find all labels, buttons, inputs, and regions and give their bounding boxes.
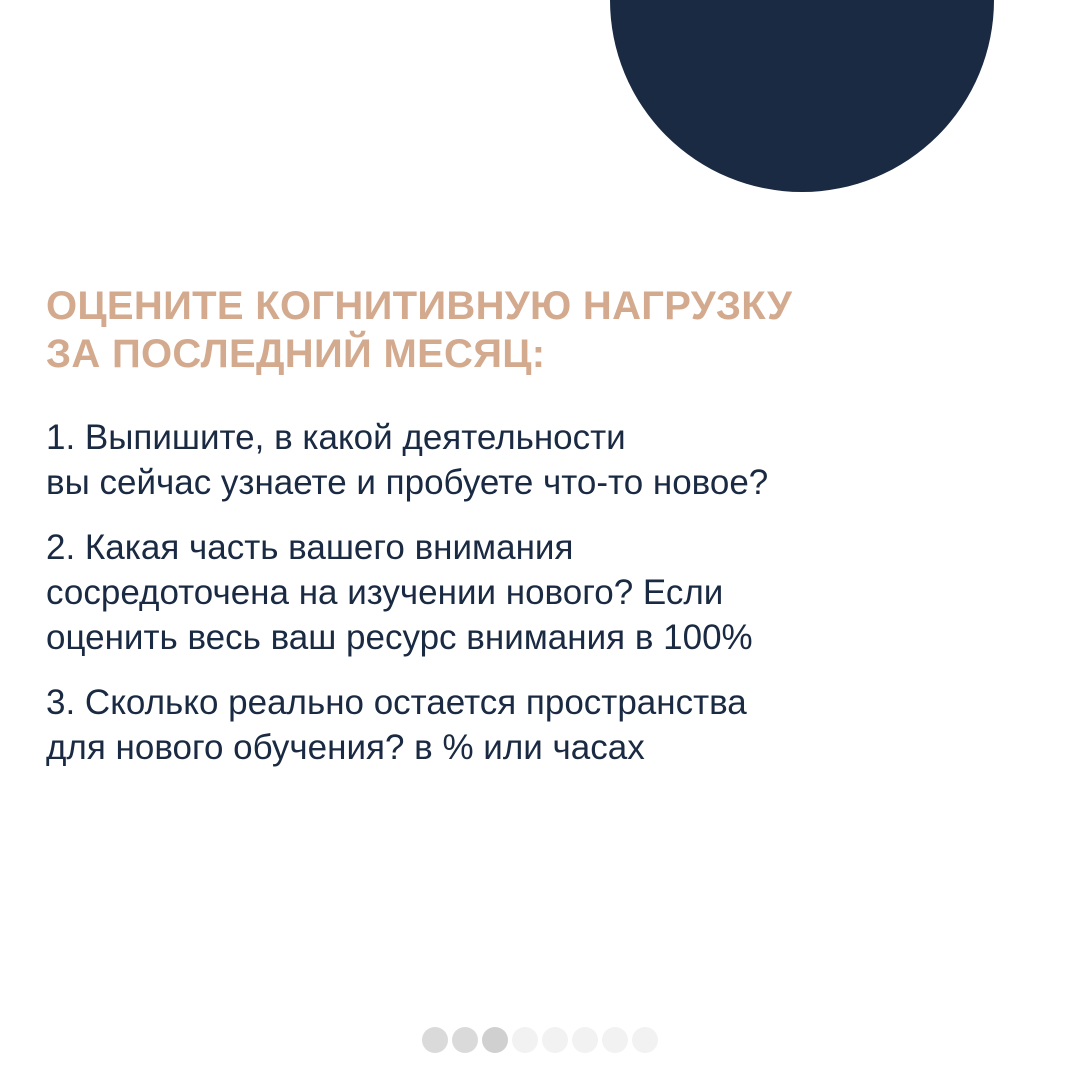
question-1 [46,415,1046,505]
pagination-dot-4[interactable] [512,1027,538,1053]
heading-line: ОЦЕНИТЕ КОГНИТИВНУЮ НАГРУЗКУ [46,284,793,328]
pagination-dot-8[interactable] [632,1027,658,1053]
pagination-dot-6[interactable] [572,1027,598,1053]
pagination-dot-7[interactable] [602,1027,628,1053]
question-line: вы сейчас узнаете и пробуете что-то новое? [46,463,769,502]
question-3 [46,680,1046,770]
question-line: сосредоточена на изучении нового? Если [46,573,724,612]
question-2 [46,525,1046,660]
pagination-dot-5[interactable] [542,1027,568,1053]
carousel-pagination [422,1027,658,1053]
pagination-dot-2[interactable] [452,1027,478,1053]
question-line: 1. Выпишите, в какой деятельности [46,418,626,457]
question-line: 3. Сколько реально остается пространства [46,683,747,722]
question-line: для нового обучения? в % или часах [46,728,645,767]
pagination-dot-1[interactable] [422,1027,448,1053]
slide-heading [46,282,1006,378]
pagination-dot-3-current[interactable] [482,1027,508,1053]
heading-line: ЗА ПОСЛЕДНИЙ МЕСЯЦ: [46,332,546,376]
question-line: 2. Какая часть вашего внимания [46,528,574,567]
question-line: оценить весь ваш ресурс внимания в 100% [46,618,753,657]
decorative-circle [610,0,994,192]
question-list [46,415,1046,790]
